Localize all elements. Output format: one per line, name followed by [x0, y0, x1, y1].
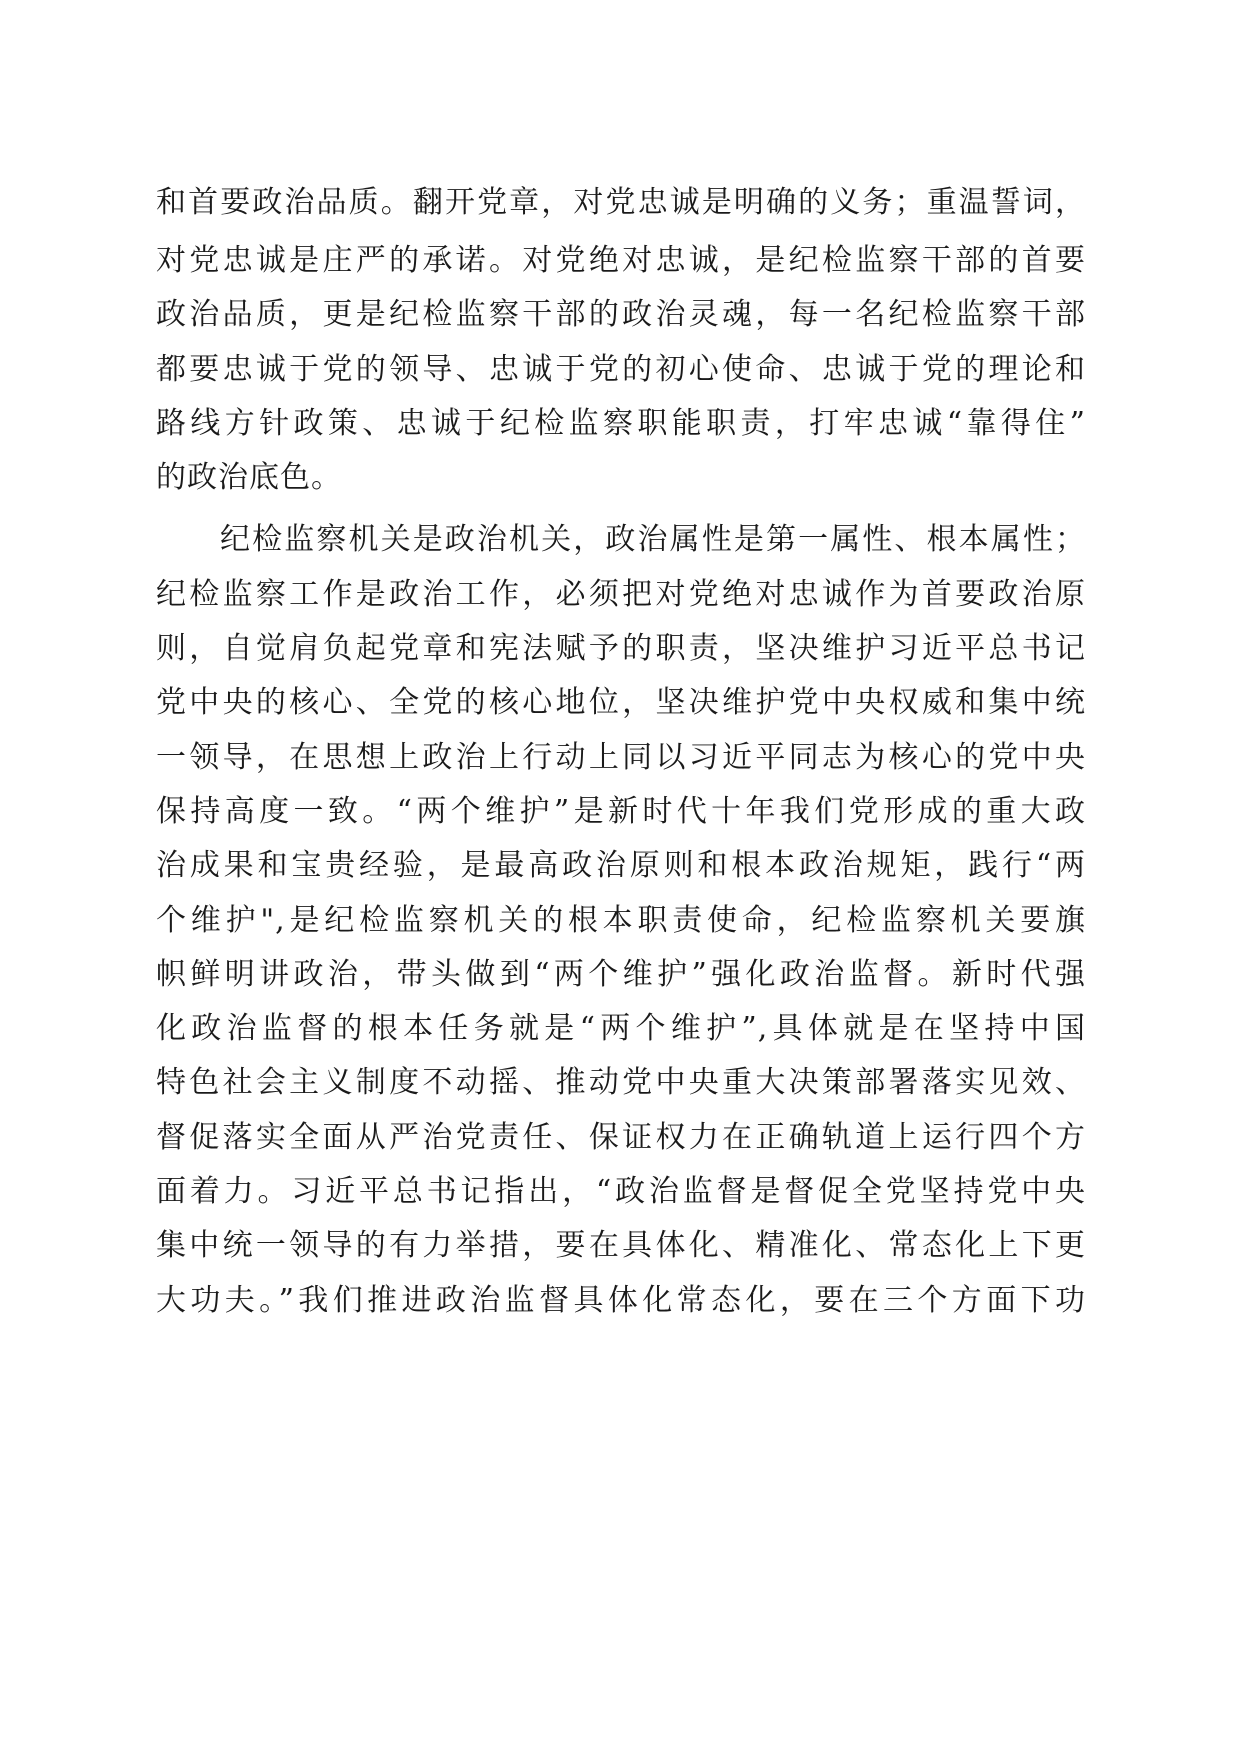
text-line: 路线方针政策、忠诚于纪检监察职能职责，打牢忠诚“靠得住” — [156, 405, 1086, 441]
text-line: 政治品质，更是纪检监察干部的政治灵魂，每一名纪检监察干部 — [156, 297, 1086, 333]
text-line: 保持高度一致。“两个维护”是新时代十年我们党形成的重大政 — [156, 793, 1086, 829]
text-line: 和首要政治品质。翻开党章，对党忠诚是明确的义务；重温誓词， — [156, 185, 1086, 220]
text-line: 都要忠诚于党的领导、忠诚于党的初心使命、忠诚于党的理论和 — [156, 351, 1086, 387]
text-line: 大功夫。”我们推进政治监督具体化常态化，要在三个方面下功 — [156, 1282, 1086, 1318]
text-line: 集中统一领导的有力举措，要在具体化、精准化、常态化上下更 — [156, 1228, 1086, 1264]
text-line: 则，自觉肩负起党章和宪法赋予的职责，坚决维护习近平总书记 — [156, 631, 1086, 667]
text-line: 化政治监督的根本任务就是“两个维护”,具体就是在坚持中国 — [156, 1011, 1086, 1047]
text-line: 面着力。习近平总书记指出，“政治监督是督促全党坚持党中央 — [156, 1174, 1086, 1210]
text-line: 对党忠诚是庄严的承诺。对党绝对忠诚，是纪检监察干部的首要 — [156, 243, 1086, 278]
text-line: 帜鲜明讲政治，带头做到“两个维护”强化政治监督。新时代强 — [156, 956, 1086, 992]
text-line: 的政治底色。 — [156, 460, 342, 496]
text-line: 一领导，在思想上政治上行动上同以习近平同志为核心的党中央 — [156, 739, 1086, 775]
text-line: 个维护",是纪检监察机关的根本职责使命，纪检监察机关要旗 — [156, 902, 1086, 938]
text-line: 督促落实全面从严治党责任、保证权力在正确轨道上运行四个方 — [156, 1119, 1086, 1155]
text-line: 纪检监察工作是政治工作，必须把对党绝对忠诚作为首要政治原 — [156, 576, 1086, 612]
text-line: 纪检监察机关是政治机关，政治属性是第一属性、根本属性； — [220, 522, 1086, 558]
paragraph-2 — [156, 513, 1086, 1327]
text-line: 特色社会主义制度不动摇、推动党中央重大决策部署落实见效、 — [156, 1065, 1086, 1101]
paragraph-1 — [156, 176, 1086, 505]
text-line: 党中央的核心、全党的核心地位，坚决维护党中央权威和集中统 — [156, 685, 1086, 721]
text-line: 治成果和宝贵经验，是最高政治原则和根本政治规矩，践行“两 — [156, 848, 1086, 884]
paragraph-spacer — [156, 505, 1086, 513]
body-text — [156, 176, 1086, 1328]
